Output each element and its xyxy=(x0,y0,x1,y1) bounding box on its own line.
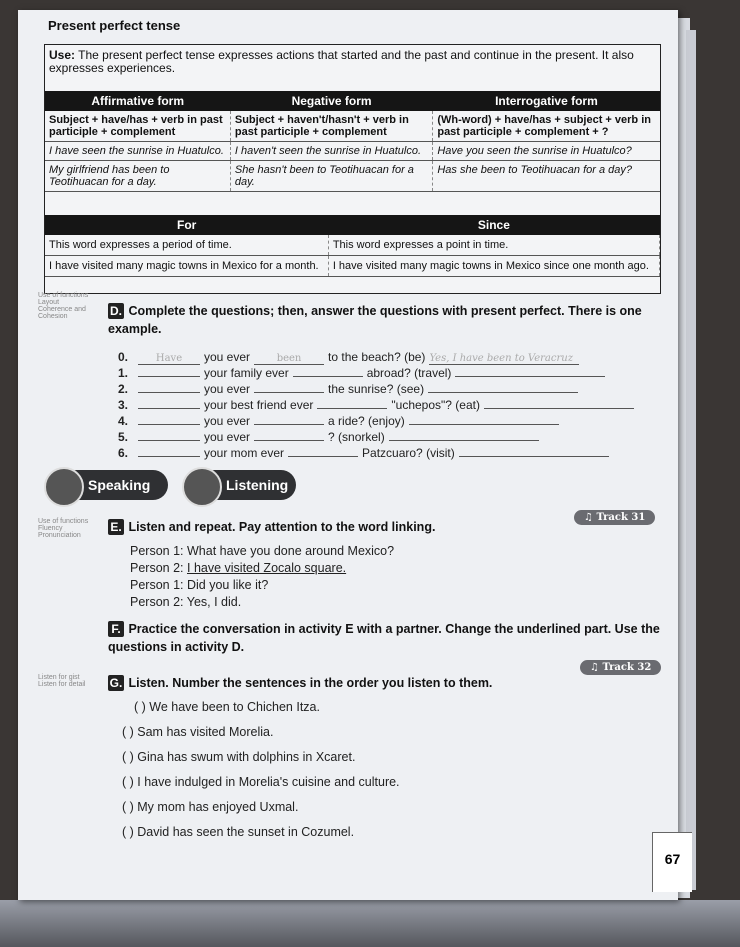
participle-blank[interactable] xyxy=(293,376,363,377)
participle-blank[interactable] xyxy=(254,424,324,425)
for-example: I have visited many magic towns in Mexico for a month. xyxy=(45,256,328,277)
example-cell: I haven't seen the sunrise in Huatulco. xyxy=(230,142,432,161)
auxiliary-blank[interactable] xyxy=(138,440,200,441)
grammar-box xyxy=(44,44,661,294)
item-number: 3. xyxy=(118,398,129,412)
item-number: 1. xyxy=(118,366,129,380)
answer-blank[interactable] xyxy=(484,408,634,409)
numbering-sentence: ( ) We have been to Chichen Itza. xyxy=(134,700,320,714)
question-row xyxy=(118,366,648,382)
question-text: your best friend ever xyxy=(204,398,314,412)
page-number: 67 xyxy=(652,832,692,892)
activity-letter: G. xyxy=(109,676,123,690)
question-end: a ride? (enjoy) xyxy=(328,414,405,428)
example-cell: My girlfriend has been to Teotihuacan for a day. xyxy=(45,161,230,192)
question-row xyxy=(118,446,648,462)
conversation-line: Person 2: Yes, I did. xyxy=(130,595,242,609)
conversation-line: Person 1: What have you done around Mexico? xyxy=(130,544,395,558)
auxiliary-blank[interactable] xyxy=(138,456,200,457)
question-row xyxy=(118,350,648,366)
activity-d-list xyxy=(118,350,648,462)
for-since-table xyxy=(45,215,660,277)
question-text: your mom ever xyxy=(204,446,285,460)
form-interrogative: (Wh-word) + have/has + subject + verb in past participle + complement + ? xyxy=(433,111,660,142)
header-for: For xyxy=(45,215,328,235)
header-negative: Negative form xyxy=(230,91,432,111)
use-description: The present perfect tense expresses actions that started and the past and continue in the present. It also expresses experiences. xyxy=(49,48,634,75)
speaking-banner: Speaking xyxy=(48,470,168,500)
since-example: I have visited many magic towns in Mexico since one month ago. xyxy=(328,256,659,277)
activity-letter: F. xyxy=(108,621,124,637)
question-text: you ever xyxy=(204,414,251,428)
numbering-sentence: ( ) David has seen the sunset in Cozumel. xyxy=(122,825,355,839)
participle-blank[interactable]: been xyxy=(254,353,324,365)
question-row xyxy=(118,382,648,398)
question-end: Patzcuaro? (visit) xyxy=(362,446,455,460)
conversation-line: Person 2: I have visited Zocalo square. xyxy=(130,561,347,575)
auxiliary-blank[interactable] xyxy=(138,376,200,377)
example-cell: Have you seen the sunrise in Huatulco? xyxy=(433,142,660,161)
question-end: to the beach? (be) xyxy=(328,350,426,364)
numbering-sentence: ( ) Gina has swum with dolphins in Xcaret. xyxy=(122,750,356,764)
question-text: you ever xyxy=(204,382,251,396)
question-text: you ever xyxy=(204,430,251,444)
track-32-button[interactable]: ♫ Track 32 xyxy=(580,660,661,675)
headphones-icon xyxy=(182,467,222,507)
textbook-page xyxy=(18,10,678,900)
item-number: 4. xyxy=(118,414,129,428)
speech-bubble-icon xyxy=(44,467,84,507)
for-description: This word expresses a period of time. xyxy=(45,235,328,256)
activity-d-header xyxy=(108,302,648,338)
header-since: Since xyxy=(328,215,659,235)
example-cell: Has she been to Teotihuacan for a day? xyxy=(433,161,660,192)
conversation-line: Person 1: Did you like it? xyxy=(130,578,269,592)
numbering-sentence: ( ) My mom has enjoyed Uxmal. xyxy=(122,800,299,814)
track-31-button[interactable]: ♫ Track 31 xyxy=(574,510,655,525)
auxiliary-blank[interactable] xyxy=(138,392,200,393)
answer-blank[interactable] xyxy=(459,456,609,457)
answer-blank[interactable] xyxy=(409,424,559,425)
auxiliary-blank[interactable]: Have xyxy=(138,353,200,365)
listening-banner: Listening xyxy=(186,470,296,500)
auxiliary-blank[interactable] xyxy=(138,408,200,409)
question-row xyxy=(118,430,648,446)
example-cell: She hasn't been to Teotihuacan for a day. xyxy=(230,161,432,192)
question-row xyxy=(118,414,648,430)
activity-instruction: Listen. Number the sentences in the order you listen to them. xyxy=(128,676,493,690)
use-text xyxy=(49,49,649,75)
activity-instruction: Listen and repeat. Pay attention to the word linking. xyxy=(128,520,436,534)
underlined-part: I have visited Zocalo square. xyxy=(187,561,347,575)
numbering-sentence: ( ) I have indulged in Morelia's cuisine and culture. xyxy=(122,775,400,789)
form-negative: Subject + haven't/hasn't + verb in past participle + complement xyxy=(230,111,432,142)
question-end: abroad? (travel) xyxy=(366,366,452,380)
question-end: "uchepos"? (eat) xyxy=(391,398,480,412)
skills-note: Use of functions Layout Coherence and Cohesion xyxy=(38,292,89,320)
question-text: your family ever xyxy=(204,366,289,380)
participle-blank[interactable] xyxy=(254,392,324,393)
answer-blank[interactable] xyxy=(389,440,539,441)
item-number: 5. xyxy=(118,430,129,444)
activity-g-header xyxy=(108,674,492,692)
activity-letter: D. xyxy=(110,304,122,318)
page-edge xyxy=(686,30,696,890)
question-end: ? (snorkel) xyxy=(328,430,385,444)
answer-blank[interactable] xyxy=(428,392,578,393)
activity-f-header xyxy=(108,620,668,656)
page-title: Present perfect tense xyxy=(48,18,181,33)
question-end: the sunrise? (see) xyxy=(328,382,425,396)
skills-note: Use of functions Fluency Pronunciation xyxy=(38,518,89,539)
skills-note: Listen for gist Listen for detail xyxy=(38,674,86,688)
activity-instruction: Practice the conversation in activity E with a partner. Change the underlined part. Use the questions in activity D. xyxy=(108,622,660,654)
participle-blank[interactable] xyxy=(317,408,387,409)
item-number: 6. xyxy=(118,446,129,460)
question-row xyxy=(118,398,648,414)
background-strip xyxy=(0,900,740,947)
activity-e-header xyxy=(108,518,435,536)
answer-blank[interactable] xyxy=(455,376,605,377)
item-number: 2. xyxy=(118,382,129,396)
activity-g-list xyxy=(122,700,400,850)
numbering-sentence: ( ) Sam has visited Morelia. xyxy=(122,725,274,739)
participle-blank[interactable] xyxy=(288,456,358,457)
item-number: 0. xyxy=(118,350,129,364)
answer-blank[interactable]: Yes, I have been to Veracruz xyxy=(429,353,579,365)
activity-letter: E. xyxy=(108,519,124,535)
since-description: This word expresses a point in time. xyxy=(328,235,659,256)
header-affirmative: Affirmative form xyxy=(45,91,230,111)
auxiliary-blank[interactable] xyxy=(138,424,200,425)
conversation xyxy=(130,543,394,611)
use-label: Use: xyxy=(49,48,76,62)
header-interrogative: Interrogative form xyxy=(433,91,660,111)
question-text: you ever xyxy=(204,350,251,364)
form-affirmative: Subject + have/has + verb in past participle + complement xyxy=(45,111,230,142)
forms-table xyxy=(45,91,660,192)
activity-instruction: Complete the questions; then, answer the questions with present perfect. There is one example. xyxy=(108,304,642,336)
participle-blank[interactable] xyxy=(254,440,324,441)
example-cell: I have seen the sunrise in Huatulco. xyxy=(45,142,230,161)
